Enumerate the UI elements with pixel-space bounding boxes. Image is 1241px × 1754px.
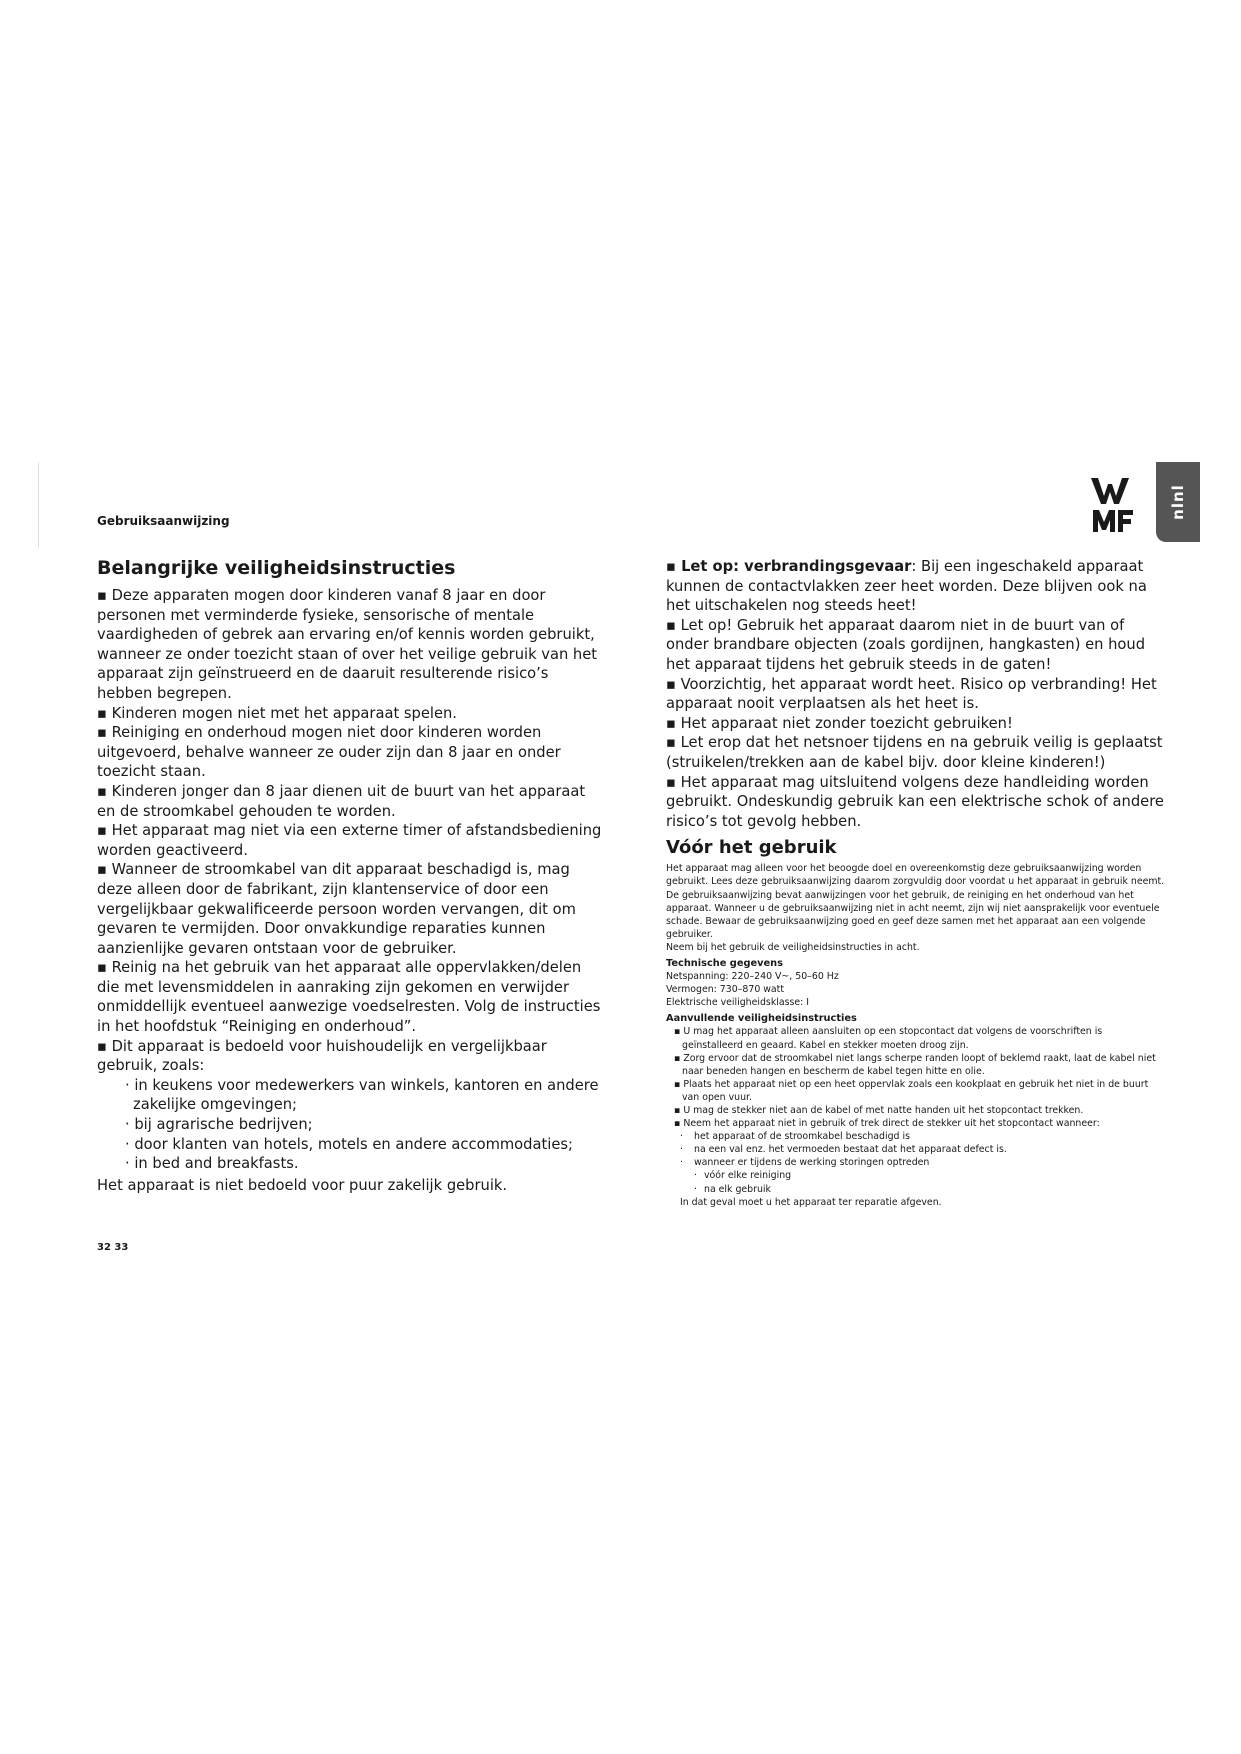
right-column — [666, 557, 1166, 1209]
usage-subitem: · bij agrarische bedrijven; — [125, 1116, 313, 1134]
warning-item: ▪ Voorzichtig, het apparaat wordt heet. Risico op verbranding! Het apparaat nooit verplaatsen als het heet is. — [666, 675, 1157, 713]
safety-item: ▪ Wanneer de stroomkabel van dit apparaat beschadigd is, mag deze alleen door de fabrikant, zijn klantenservice of door een vergelijkbaar gekwalificeerde persoon worden vervangen, dit om gevaren te vermijden. Door onvakkundige reparaties kunnen aanzienlijke gevaren ontstaan voor de gebruiker. — [97, 861, 576, 957]
extra-safety-item: ▪ U mag de stekker niet aan de kabel of met natte handen uit het stopcontact trekken. — [674, 1105, 1084, 1116]
safety-list — [97, 586, 607, 1174]
page-fold-line — [38, 462, 39, 548]
safety-item: ▪ Reinig na het gebruik van het apparaat alle oppervlakken/delen die met levensmiddelen in aanraking zijn gekomen en verwijder onmiddellijk eventueel aanwezige voedselresten. Volg de instructies in het hoofdstuk “Reiniging en onderhoud”. — [97, 959, 601, 1036]
safety-item: ▪ Dit apparaat is bedoeld voor huishoudelijk en vergelijkbaar gebruik, zoals: — [97, 1037, 547, 1075]
extra-safety-list — [666, 1025, 1166, 1130]
tech-line: Vermogen: 730–870 watt — [666, 984, 785, 996]
usage-subitem: · in keukens voor medewerkers van winkels, kantoren en andere zakelijke omgevingen; — [125, 1076, 599, 1114]
page-numbers: 32 33 — [97, 1242, 129, 1253]
safety-item: ▪ Deze apparaten mogen door kinderen vanaf 8 jaar en door personen met verminderde fysieke, sensorische of mentale vaardigheden of gebrek aan ervaring en/of kennis worden gebruikt, wanneer ze onder toezicht staan of over het veilige gebruik van het apparaat zijn geïnstrueerd en de daaruit resulterende risico’s hebben begrepen. — [97, 587, 598, 702]
extra-safety-title: Aanvullende veiligheidsinstructies — [666, 1013, 857, 1025]
warning-list — [666, 557, 1166, 831]
extra-safety-item: ▪ U mag het apparaat alleen aansluiten op een stopcontact dat volgens de voorschriften is geïnstalleerd en geaard. Kabel en stekker moeten droog zijn. — [674, 1026, 1103, 1051]
unplug-condition: · na een val enz. het vermoeden bestaat dat het apparaat defect is. — [680, 1143, 1166, 1156]
closing-note: Het apparaat is niet bedoeld voor puur zakelijk gebruik. — [97, 1176, 508, 1194]
left-column — [97, 556, 607, 1195]
warning-item: ▪ Het apparaat mag uitsluitend volgens deze handleiding worden gebruikt. Ondeskundig gebruik kan een elektrische schok of andere risico’s tot gevolg hebben. — [666, 773, 1164, 830]
unplug-condition: · wanneer er tijdens de werking storingen optreden — [680, 1156, 1166, 1169]
usage-subitem: · door klanten van hotels, motels en andere accommodaties; — [125, 1135, 573, 1153]
intro-note: Neem bij het gebruik de veiligheidsinstructies in acht. — [666, 941, 920, 953]
warning-item: ▪ Let erop dat het netsnoer tijdens en na gebruik veilig is geplaatst (struikelen/trekken aan de kabel bijv. door kleine kinderen!) — [666, 734, 1163, 771]
intro-text: Het apparaat mag alleen voor het beoogde doel en overeenkomstig deze gebruiksaanwijzing worden gebruikt. Lees deze gebruiksaanwijzing daarom zorgvuldig door voordat u het apparaat in gebruik neemt. De gebruiksaanwijzing bevat aanwijzingen voor het gebruik, de reiniging en het onderhoud van het apparaat. Wanneer u de gebruiksaanwijzing niet in acht neemt, zijn wij niet aansprakelijk voor eventuele schade. Bewaar de gebruiksaanwijzing goed en geef deze samen met het apparaat aan een volgende gebruiker. — [666, 863, 1165, 940]
warning-item: ▪ Let op! Gebruik het apparaat daarom niet in de buurt van of onder brandbare objecten (zoals gordijnen, hangkasten) en houd het apparaat tijdens het gebruik steeds in de gaten! — [666, 616, 1146, 673]
safety-item: ▪ Kinderen jonger dan 8 jaar dienen uit de buurt van het apparaat en de stroomkabel gehouden te worden. — [97, 782, 586, 820]
unplug-conditions-list — [666, 1130, 1166, 1169]
before-use-title: Vóór het gebruik — [666, 837, 837, 859]
safety-title: Belangrijke veiligheidsinstructies — [97, 557, 456, 579]
usage-subitem: · in bed and breakfasts. — [125, 1155, 299, 1173]
safety-item: ▪ Het apparaat mag niet via een externe timer of afstandsbediening worden geactiveerd. — [97, 822, 602, 859]
usage-sublist — [97, 1076, 607, 1174]
unplug-subconditions-list — [666, 1169, 1166, 1195]
warning-item: ▪ Het apparaat niet zonder toezicht gebruiken! — [666, 714, 1013, 732]
extra-safety-item: ▪ Plaats het apparaat niet op een heet oppervlak zoals een kookplaat en gebruik het niet in de buurt van open vuur. — [674, 1078, 1149, 1103]
before-use-body — [666, 862, 1166, 1208]
unplug-subcondition: · na elk gebruik — [694, 1183, 1166, 1196]
extra-safety-item: ▪ Neem het apparaat niet in gebruik of trek direct de stekker uit het stopcontact wanneer: — [674, 1118, 1100, 1130]
burn-warning-text: : Bij een ingeschakeld apparaat kunnen de contactvlakken zeer heet worden. Deze blijven ook na het uitschakelen nog steeds heet! — [666, 558, 1147, 615]
safety-item: ▪ Kinderen mogen niet met het apparaat spelen. — [97, 704, 457, 722]
language-tab-label: nlnl — [1169, 484, 1187, 520]
language-tab — [1156, 462, 1200, 542]
tech-line: Netspanning: 220–240 V~, 50–60 Hz — [666, 971, 839, 983]
burn-warning — [666, 557, 1166, 616]
wmf-logo-icon — [1091, 476, 1137, 534]
tech-title: Technische gegevens — [666, 957, 783, 969]
extra-safety-item: ▪ Zorg ervoor dat de stroomkabel niet langs scherpe randen loopt of beklemd raakt, laat de kabel niet naar beneden hangen en bescherm de kabel tegen hitte en olie. — [674, 1052, 1156, 1077]
burn-warning-lead: ▪ Let op: verbrandingsgevaar — [666, 558, 912, 575]
running-header: Gebruiksaanwijzing — [97, 514, 230, 528]
repair-note: In dat geval moet u het apparaat ter reparatie afgeven. — [680, 1196, 942, 1208]
unplug-condition: · het apparaat of de stroomkabel beschadigd is — [680, 1130, 1166, 1143]
safety-item: ▪ Reiniging en onderhoud mogen niet door kinderen worden uitgevoerd, behalve wanneer ze ouder zijn dan 8 jaar en onder toezicht staan. — [97, 724, 561, 781]
tech-line: Elektrische veiligheidsklasse: I — [666, 997, 810, 1009]
unplug-subcondition: · vóór elke reiniging — [694, 1169, 1166, 1182]
